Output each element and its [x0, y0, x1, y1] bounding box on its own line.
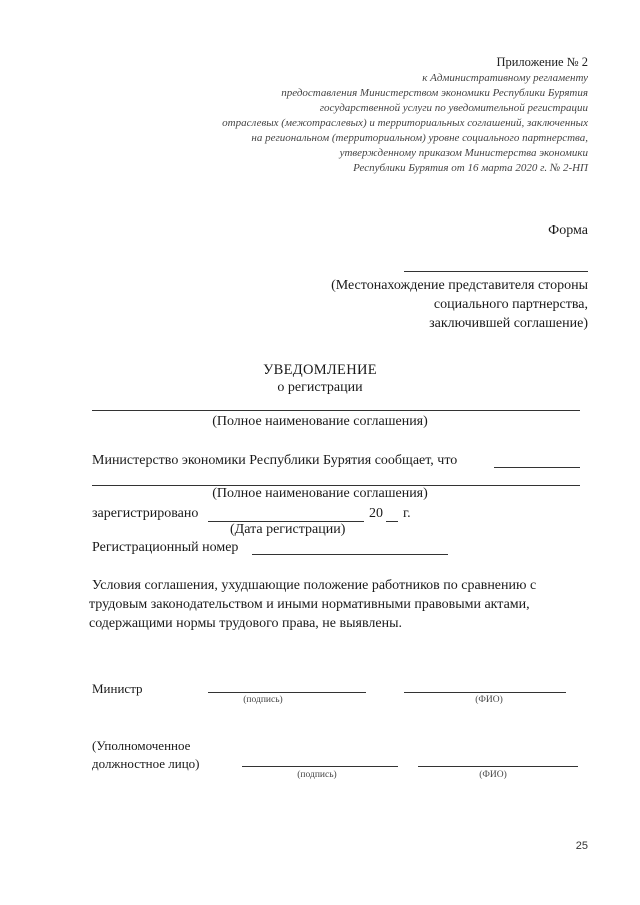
representative-line: социального партнерства,	[433, 297, 588, 312]
registration-date-caption: (Дата регистрации)	[230, 522, 346, 537]
agreement-name-blank	[92, 410, 580, 411]
paragraph-line: трудовым законодательством и иными нормативными правовыми актами,	[89, 597, 530, 612]
appendix-title: Приложение № 2	[496, 55, 588, 69]
minister-fio-caption: (ФИО)	[475, 695, 503, 705]
appendix-line: предоставления Министерством экономики Республики Бурятия	[281, 87, 588, 99]
document-title: УВЕДОМЛЕНИЕ	[263, 362, 377, 378]
appendix-line: государственной услуги по уведомительной регистрации	[319, 102, 588, 114]
representative-location-blank	[404, 271, 588, 272]
official-label	[92, 737, 200, 773]
representative-line: (Местонахождение представителя стороны	[331, 278, 588, 293]
official-fio-caption: (ФИО)	[479, 770, 507, 780]
paragraph-line: содержащими нормы трудового права, не выявлены.	[89, 616, 402, 631]
appendix-line: утвержденному приказом Министерства экономики	[339, 147, 588, 159]
official-fio-blank	[418, 766, 578, 767]
document-subtitle: о регистрации	[277, 380, 363, 395]
appendix-line: Республики Бурятия от 16 марта 2020 г. № 2-НП	[353, 162, 588, 174]
year-blank	[386, 521, 398, 522]
official-signature-blank	[242, 766, 398, 767]
registration-number-blank	[252, 554, 448, 555]
representative-line: заключившей соглашение)	[429, 316, 588, 331]
minister-fio-blank	[404, 692, 566, 693]
paragraph-line: Условия соглашения, ухудшающие положение работников по сравнению с	[92, 578, 537, 593]
official-label-line: должностное лицо)	[92, 756, 200, 771]
official-label-line: (Уполномоченное	[92, 738, 191, 753]
appendix-line: к Административному регламенту	[422, 72, 588, 84]
statement-continuation-blank	[494, 467, 580, 468]
conditions-paragraph	[89, 576, 588, 633]
registration-number-label: Регистрационный номер	[92, 540, 239, 555]
minister-signature-blank	[208, 692, 366, 693]
appendix-line: отраслевых (межотраслевых) и территориальных соглашений, заключенных	[222, 117, 588, 129]
official-signature-caption: (подпись)	[297, 770, 337, 780]
appendix-line: на региональном (территориальном) уровне социального партнерства,	[251, 132, 588, 144]
appendix-header	[222, 54, 588, 176]
agreement-name-caption-2: (Полное наименование соглашения)	[212, 486, 428, 501]
form-label: Форма	[548, 223, 588, 238]
year-prefix: 20	[369, 506, 383, 521]
representative-caption	[331, 276, 588, 333]
page-number: 25	[575, 840, 588, 852]
registered-label: зарегистрировано	[92, 506, 199, 521]
minister-signature-caption: (подпись)	[243, 695, 283, 705]
year-suffix: г.	[403, 506, 411, 521]
minister-label: Министр	[92, 681, 143, 696]
ministry-statement: Министерство экономики Республики Бурятия сообщает, что	[92, 453, 458, 468]
agreement-name-caption: (Полное наименование соглашения)	[212, 414, 428, 429]
